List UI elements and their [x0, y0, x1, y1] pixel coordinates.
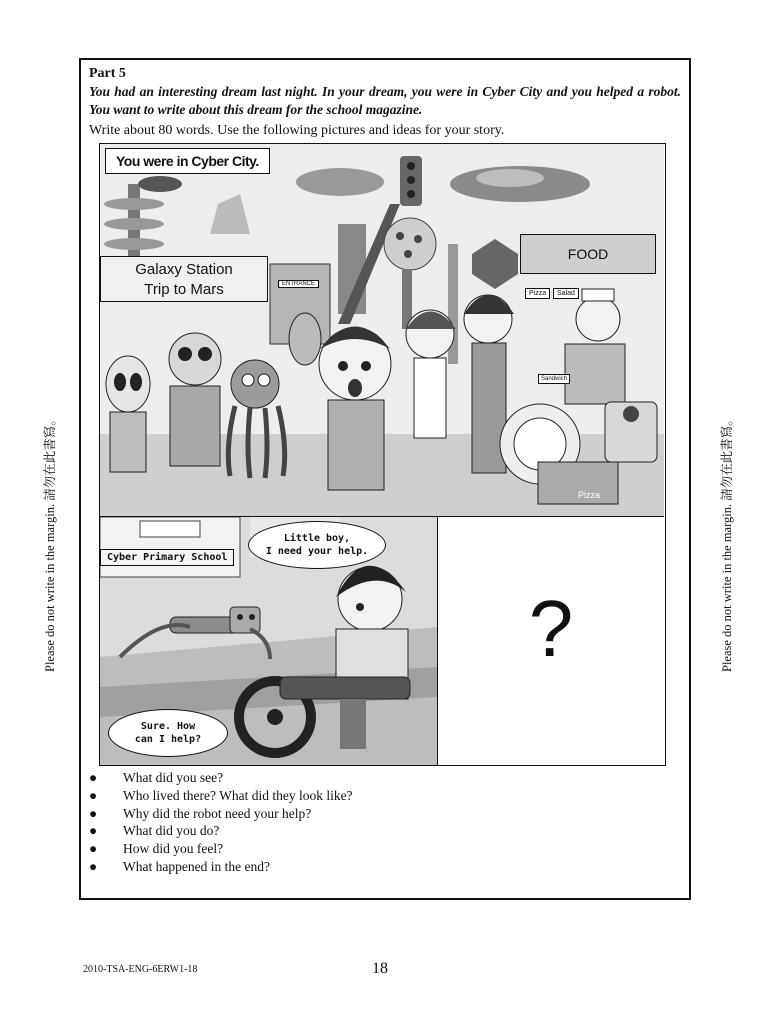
robot-speech-bubble: [248, 521, 386, 569]
part-title: Part 5: [89, 66, 126, 81]
menu-salad: Salad: [553, 288, 579, 299]
margin-note-right: Please do not write in the margin. 請勿在此書寫。: [720, 413, 734, 672]
bullet-icon: ●: [89, 841, 98, 857]
scene-caption: You were in Cyber City.: [105, 148, 270, 174]
prompt-item: [89, 840, 353, 858]
boy-speech-line2: can I help?: [134, 734, 202, 745]
panel-unknown-ending: [438, 517, 664, 765]
robot-speech-line1: Little boy,: [283, 533, 351, 544]
question-mark: ?: [528, 584, 574, 673]
dotted-sphere-icon: [384, 218, 436, 270]
bicycle-frame-icon: [280, 677, 410, 699]
menu-pizza: Pizza: [525, 288, 550, 299]
prompt-text: What did you do?: [123, 823, 220, 839]
page-number: 18: [372, 960, 388, 977]
prompt-text: Who lived there? What did they look like?: [123, 787, 353, 803]
waitress-icon: [576, 297, 620, 341]
task-instruction: Write about 80 words. Use the following pictures and ideas for your story.: [89, 123, 505, 138]
prompt-text: How did you feel?: [123, 841, 224, 857]
cyber-city-illustration: [100, 144, 664, 517]
task-intro: You had an interesting dream last night. In your dream, you were in Cyber City and you helped a robot. You want to write about this dream for the school magazine.: [89, 84, 681, 117]
pizza-box-label: Pizza: [578, 490, 601, 500]
school-sign: Cyber Primary School: [100, 549, 234, 566]
hover-vehicle-icon: [296, 168, 384, 196]
food-counter-icon: [565, 344, 625, 404]
prompt-item: [89, 805, 353, 823]
prompt-text: What did you see?: [123, 770, 224, 785]
margin-note-left: Please do not write in the margin. 請勿在此書寫。: [43, 413, 57, 672]
panel-cyber-city: [100, 144, 664, 517]
panel-robot-help: [100, 517, 438, 765]
food-sign: FOOD: [520, 234, 656, 274]
bullet-icon: ●: [89, 858, 98, 874]
boy-speech-line1: Sure. How: [140, 721, 196, 732]
bullet-icon: ●: [89, 770, 98, 785]
prompt-item: [89, 822, 353, 840]
prompt-list: [89, 769, 353, 876]
spaceship-icon: [138, 176, 182, 192]
galaxy-sign-line2: Trip to Mars: [144, 281, 224, 298]
galaxy-sign-line1: Galaxy Station: [135, 261, 233, 278]
entrance-sign: ENTRANCE: [278, 280, 319, 288]
bullet-icon: ●: [89, 823, 98, 839]
boy-speech-bubble: [108, 709, 228, 757]
menu-sandwich: Sandwich: [538, 374, 570, 384]
robot-speech-line2: I need your help.: [265, 546, 369, 557]
alien-icon: [289, 313, 321, 365]
galaxy-station-sign: [100, 256, 268, 302]
bullet-icon: ●: [89, 805, 98, 821]
robot-icon: [169, 333, 221, 385]
prompt-text: Why did the robot need your help?: [123, 805, 312, 821]
prompt-item: [89, 787, 353, 805]
prompt-item: [89, 769, 353, 787]
alien-icon: [106, 356, 150, 412]
octopus-alien-icon: [231, 360, 279, 408]
footer-code: 2010-TSA-ENG-6ERW1-18: [83, 964, 198, 975]
prompt-item: [89, 858, 353, 876]
bullet-icon: ●: [89, 787, 98, 803]
comic-strip: [99, 143, 666, 766]
prompt-text: What happened in the end?: [123, 858, 270, 874]
